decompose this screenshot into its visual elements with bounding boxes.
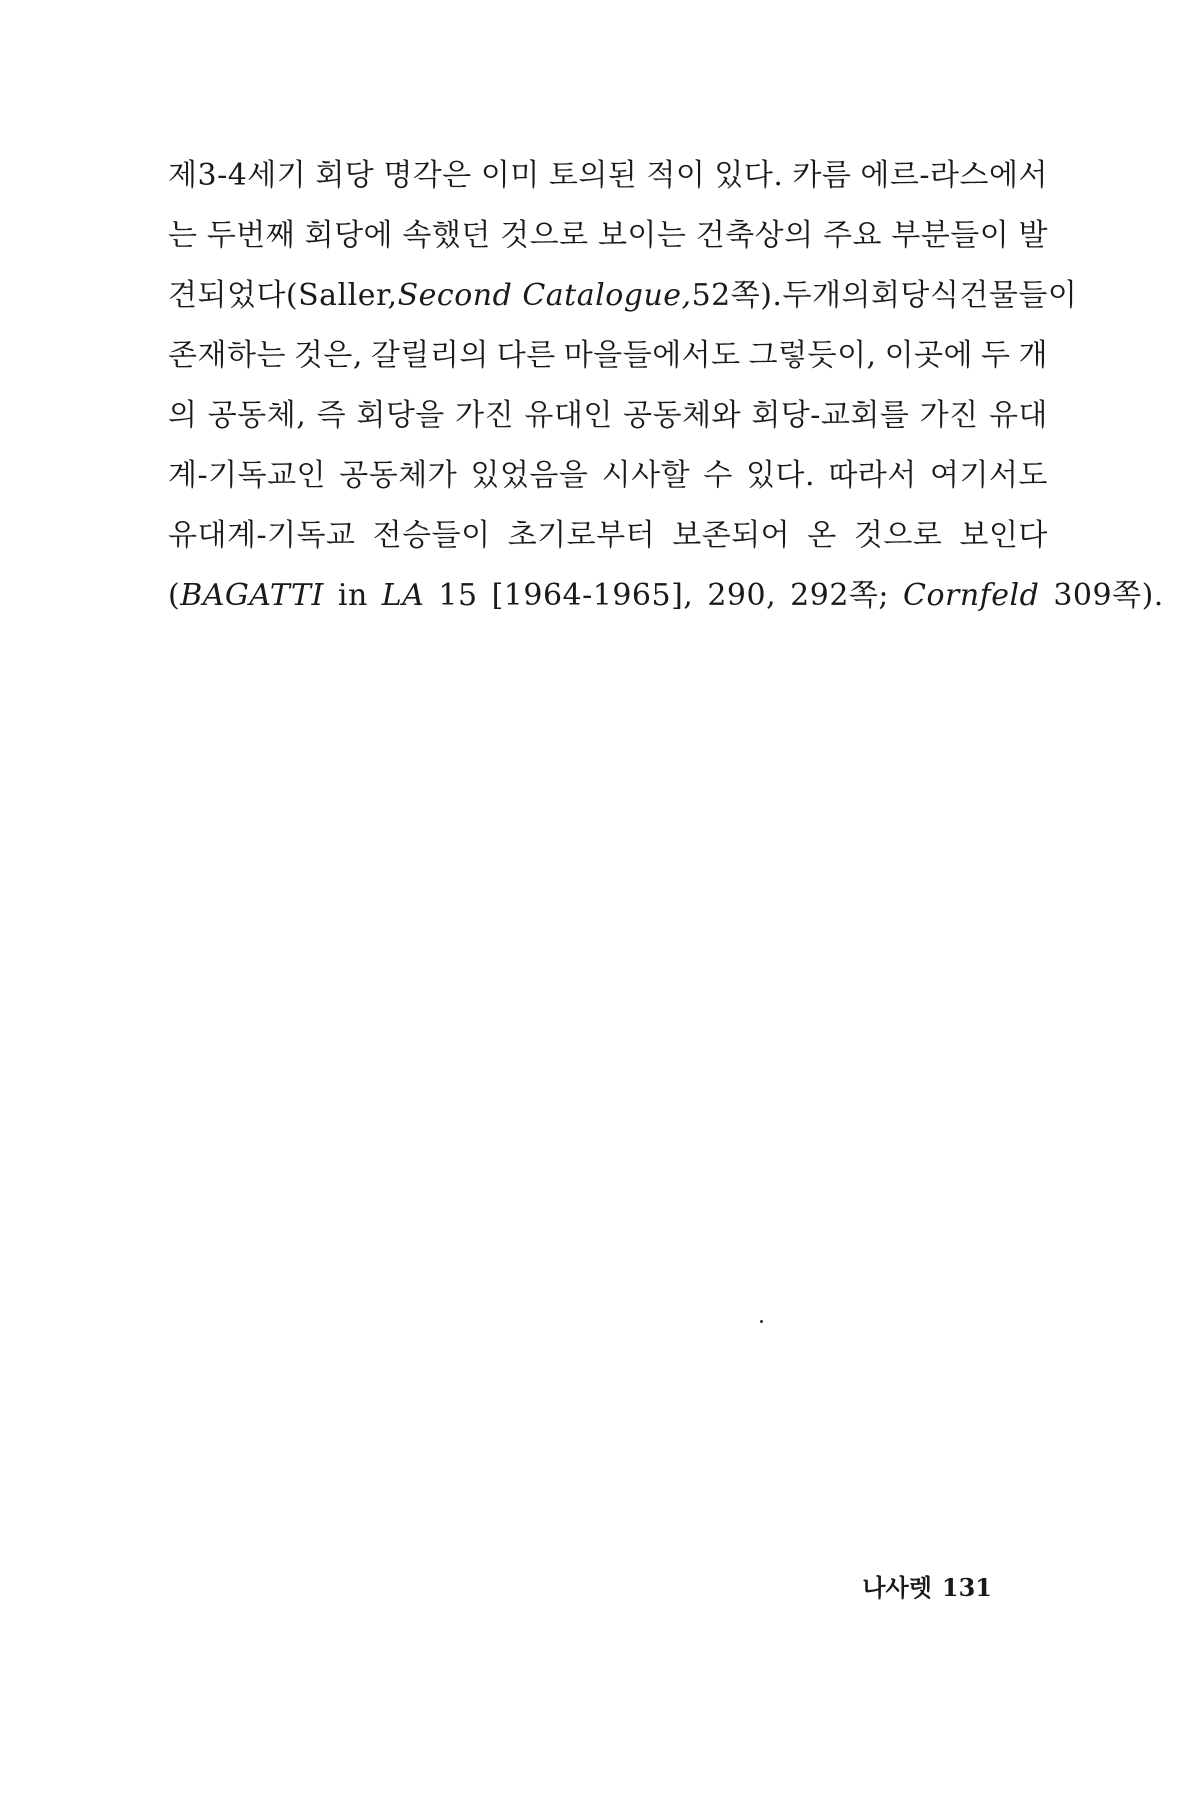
- scan-speck: [760, 1320, 763, 1323]
- word: 유대인: [524, 398, 613, 433]
- word: 개의: [811, 278, 871, 313]
- word: 있었음을: [470, 458, 589, 493]
- citation-open: [168, 566, 324, 626]
- word: 유대: [988, 398, 1048, 433]
- text-line-5: [168, 386, 1048, 446]
- word: 두: [981, 338, 1011, 373]
- word: 초기로부터: [507, 518, 656, 553]
- citation-author: Cornfeld: [903, 578, 1040, 613]
- word: 것은,: [293, 338, 363, 373]
- word: 회당을: [356, 398, 445, 433]
- page-footer: [862, 1568, 992, 1603]
- word: 보존되어: [672, 518, 791, 553]
- word: 발: [1018, 218, 1048, 253]
- word: 유대계-기독교: [168, 518, 356, 553]
- word: 개: [1018, 338, 1048, 373]
- word: 309쪽).: [1053, 578, 1164, 613]
- word: 이곳에: [884, 338, 974, 373]
- word: [1964-1965],: [491, 578, 694, 613]
- word: 52쪽).: [691, 278, 783, 313]
- text-line-3: [168, 266, 1078, 326]
- word: 것으로: [500, 218, 589, 253]
- word: 는: [168, 218, 198, 253]
- word: 에르-라스에서: [860, 158, 1048, 193]
- word: 명각은: [383, 158, 472, 193]
- word: 갈릴리의: [370, 338, 489, 373]
- word: 두번째: [206, 218, 296, 253]
- word: 마을들에서도: [563, 338, 741, 373]
- word: 주요: [822, 218, 882, 253]
- word: 그렇듯이,: [748, 338, 877, 373]
- word: 공동체와: [623, 398, 742, 433]
- page-number: 131: [941, 1573, 992, 1602]
- citation-title: Second Catalogue,: [397, 278, 692, 313]
- word: 건물들이: [959, 278, 1078, 313]
- word: 것으로: [853, 518, 943, 553]
- text-line-7: [168, 506, 1048, 566]
- word: 토의된: [548, 158, 638, 193]
- citation-journal: LA: [381, 578, 425, 613]
- word: 수: [703, 458, 733, 493]
- text-line-1: [168, 146, 1048, 206]
- word: 온: [807, 518, 837, 553]
- text-line-2: [168, 206, 1048, 266]
- word: 의: [168, 398, 198, 433]
- word: 가진: [919, 398, 979, 433]
- text-line-4: [168, 326, 1048, 386]
- word: 공동체,: [207, 398, 307, 433]
- word: 속했던: [402, 218, 491, 253]
- word: 보인다: [959, 518, 1048, 553]
- running-title: 나사렛: [862, 1574, 932, 1602]
- word: 보이는: [597, 218, 687, 253]
- word: 있다.: [746, 458, 816, 493]
- word: 292쪽;: [790, 578, 889, 613]
- word: 적이: [646, 158, 706, 193]
- word: 공동체가: [339, 458, 458, 493]
- word: 회당에: [304, 218, 394, 253]
- word: 계-기독교인: [168, 458, 327, 493]
- word: 있다.: [714, 158, 784, 193]
- word: 회당: [315, 158, 375, 193]
- word: 제3-4세기: [168, 158, 307, 193]
- paren: (: [168, 578, 181, 613]
- word: 이미: [480, 158, 540, 193]
- word: 건축상의: [695, 218, 814, 253]
- word: 두: [782, 278, 812, 313]
- word: 가진: [455, 398, 515, 433]
- word: 회당-교회를: [751, 398, 910, 433]
- citation-author: BAGATTI: [180, 578, 324, 613]
- word: 부분들이: [891, 218, 1010, 253]
- word: 15: [438, 578, 478, 613]
- word: 전승들이: [372, 518, 491, 553]
- word: 여기서도: [930, 458, 1048, 493]
- word: in: [337, 578, 368, 613]
- word: 견되었다(Saller,: [168, 278, 398, 313]
- word: 카름: [792, 158, 852, 193]
- word: 다른: [496, 338, 556, 373]
- text-line-6: [168, 446, 1048, 506]
- word: 존재하는: [168, 338, 286, 373]
- word: 따라서: [828, 458, 917, 493]
- text-line-8: [168, 566, 1164, 626]
- word: 290,: [707, 578, 777, 613]
- body-paragraph: [168, 146, 1164, 626]
- word: 즉: [316, 398, 347, 433]
- word: 회당식: [870, 278, 960, 313]
- word: 시사할: [601, 458, 691, 493]
